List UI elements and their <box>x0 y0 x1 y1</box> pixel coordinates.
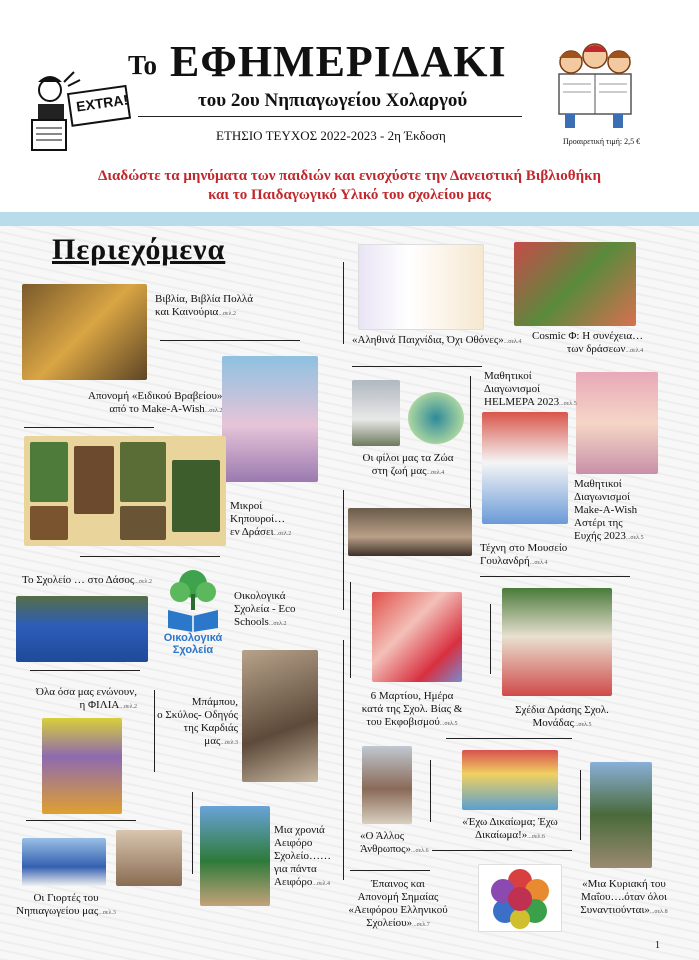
divider <box>352 366 482 367</box>
divider <box>343 262 344 344</box>
divider <box>430 760 431 822</box>
masthead-rule <box>138 116 522 117</box>
toc-item-sustainable-school[interactable]: Μια χρονιά Αειφόρο Σχολείο…… για πάντα Αειφόρο...σελ.4 <box>274 824 331 888</box>
toc-item-celebrations[interactable]: Οι Γιορτές του Νηπιαγωγείου μας...σελ.3 <box>16 892 116 917</box>
divider <box>80 556 220 557</box>
photo-books <box>22 284 147 380</box>
toc-item-helmepa[interactable]: Μαθητικοί Διαγωνισμοί HELMEPA 2023...σελ.5 <box>484 370 577 408</box>
newsboy-extra-icon <box>28 70 132 162</box>
toc-item-sustainability-flag[interactable]: Έπαινος και Απονομή Σημαίας «Αειφόρου Ελληνικού Σχολείου»...σελ.7 <box>348 878 448 929</box>
toc-item-goulandris[interactable]: Τέχνη στο Μουσείο Γουλανδρή...σελ.4 <box>480 542 568 567</box>
photo-helmepa <box>482 412 568 524</box>
page-number: 1 <box>655 940 660 951</box>
issue-label: ΕΤΗΣΙΟ ΤΕΥΧΟΣ 2022-2023 - 2η Έκδοση <box>216 128 446 143</box>
photo-make-a-wish-star <box>576 372 658 474</box>
divider <box>24 427 154 428</box>
title-prefix: Το <box>128 50 158 80</box>
toc-item-cosmic-phi[interactable]: Cosmic Φ: Η συνέχεια… των δράσεων...σελ.4 <box>532 330 644 355</box>
price-label: Προαιρετική τιμή: 2,5 € <box>563 137 641 146</box>
photo-anti-bullying <box>372 592 462 682</box>
photo-other-person <box>362 746 412 824</box>
flower-diagram-icon <box>479 865 561 931</box>
divider <box>343 490 344 610</box>
divider <box>350 870 430 871</box>
divider <box>580 770 581 840</box>
photo-may-sunday <box>590 762 652 868</box>
toc-item-make-a-wish-award[interactable]: Απονομή «Ειδικού Βραβείου» από το Make-A-Wish...σελ.2 <box>88 390 223 415</box>
divider <box>160 340 300 341</box>
divider <box>480 576 630 577</box>
toc-item-make-a-wish-star[interactable]: Μαθητικοί Διαγωνισμοί Make-A-Wish Αστέρι της Ευχής 2023...σελ.5 <box>574 478 644 542</box>
eco-logo-text-1: Οικολογικά <box>163 632 223 644</box>
toc-item-real-games[interactable]: «Αληθινά Παιχνίδια, Όχι Οθόνες»...σελ.4 <box>352 334 522 346</box>
photo-celebrations-2 <box>116 830 182 886</box>
photo-action-plans <box>502 588 612 696</box>
photo-cosmic-phi <box>514 242 636 326</box>
photo-make-a-wish-award <box>222 356 318 482</box>
photo-animals-2 <box>408 392 464 444</box>
toc-item-friendship[interactable]: Όλα όσα μας ενώνουν, η ΦΙΛΙΑ...σελ.2 <box>36 686 137 711</box>
toc-item-animals[interactable]: Οι φίλοι μας τα Ζώα στη ζωή μας...σελ.4 <box>362 452 454 477</box>
toc-item-forest-school[interactable]: Το Σχολείο … στο Δάσος...σελ.2 <box>22 574 152 586</box>
photo-sustainable-school <box>200 806 270 906</box>
divider <box>490 604 491 674</box>
eco-schools-logo <box>160 566 226 658</box>
toc-item-books[interactable]: Βιβλία, Βιβλία Πολλά και Καινούρια...σελ.2 <box>155 293 254 318</box>
divider <box>26 820 136 821</box>
divider <box>350 582 351 678</box>
page-title: ΕΦΗΜΕΡΙΔΑΚΙ <box>170 37 507 86</box>
header-band <box>0 212 699 226</box>
photo-sustainability-flag <box>478 864 562 932</box>
extra-label: EXTRA! <box>75 91 129 115</box>
photo-celebrations-1 <box>22 838 106 886</box>
toc-item-eco-schools[interactable]: Οικολογικά Σχολεία - Eco Schools...σελ.2 <box>234 590 296 628</box>
masthead <box>0 0 699 212</box>
toc-item-anti-bullying[interactable]: 6 Μαρτίου, Ημέρα κατά της Σχολ. Βίας & του Εκφοβισμού...σελ.5 <box>361 690 463 728</box>
divider <box>470 376 471 524</box>
toc-item-little-gardeners[interactable]: Μικροί Κηπουροί… εν Δράσει...σελ.2 <box>230 500 292 538</box>
page-subtitle: του 2ου Νηπιαγωγείου Χολαργού <box>198 90 468 111</box>
contents-heading: Περιεχόμενα <box>52 233 226 266</box>
tagline-line-1: Διαδώστε τα μηνύματα των παιδιών και ενισχύστε την Δανειστική Βιβλιοθήκη <box>97 168 601 184</box>
divider <box>30 670 140 671</box>
toc-item-other-person[interactable]: «Ο Άλλος Άνθρωπος»...σελ.6 <box>360 830 429 855</box>
photo-goulandris-museum <box>348 508 472 556</box>
divider <box>192 792 193 874</box>
toc-item-may-sunday[interactable]: «Μια Κυριακή του Μαΐου….όταν όλοι Συναντιούνται»...σελ.8 <box>580 878 668 916</box>
photo-real-games <box>358 244 484 330</box>
photo-rights <box>462 750 558 810</box>
photo-friendship-art <box>42 718 122 814</box>
tagline-line-2: και το Παιδαγωγικό Υλικό του σχολείου μας <box>208 187 491 203</box>
divider <box>343 640 344 880</box>
toc-item-action-plans[interactable]: Σχέδια Δράσης Σχολ. Μονάδας...σελ.5 <box>515 704 609 729</box>
eco-logo-text-2: Σχολεία <box>172 644 214 656</box>
photo-bambou-dog <box>242 650 318 782</box>
photo-animals-1 <box>352 380 400 446</box>
photo-collage-gardeners <box>24 436 226 546</box>
toc-item-bambou[interactable]: Μπάμπου, ο Σκύλος- Οδηγός της Καρδιάς μας...σελ.3 <box>157 696 238 747</box>
kids-reading-icon <box>555 40 635 132</box>
photo-forest <box>16 596 148 662</box>
divider <box>446 738 572 739</box>
divider <box>432 850 572 851</box>
tree-book-icon <box>160 566 226 632</box>
toc-item-rights[interactable]: «Έχω Δικαίωμα; Έχω Δικαίωμα!»...σελ.6 <box>462 816 558 841</box>
